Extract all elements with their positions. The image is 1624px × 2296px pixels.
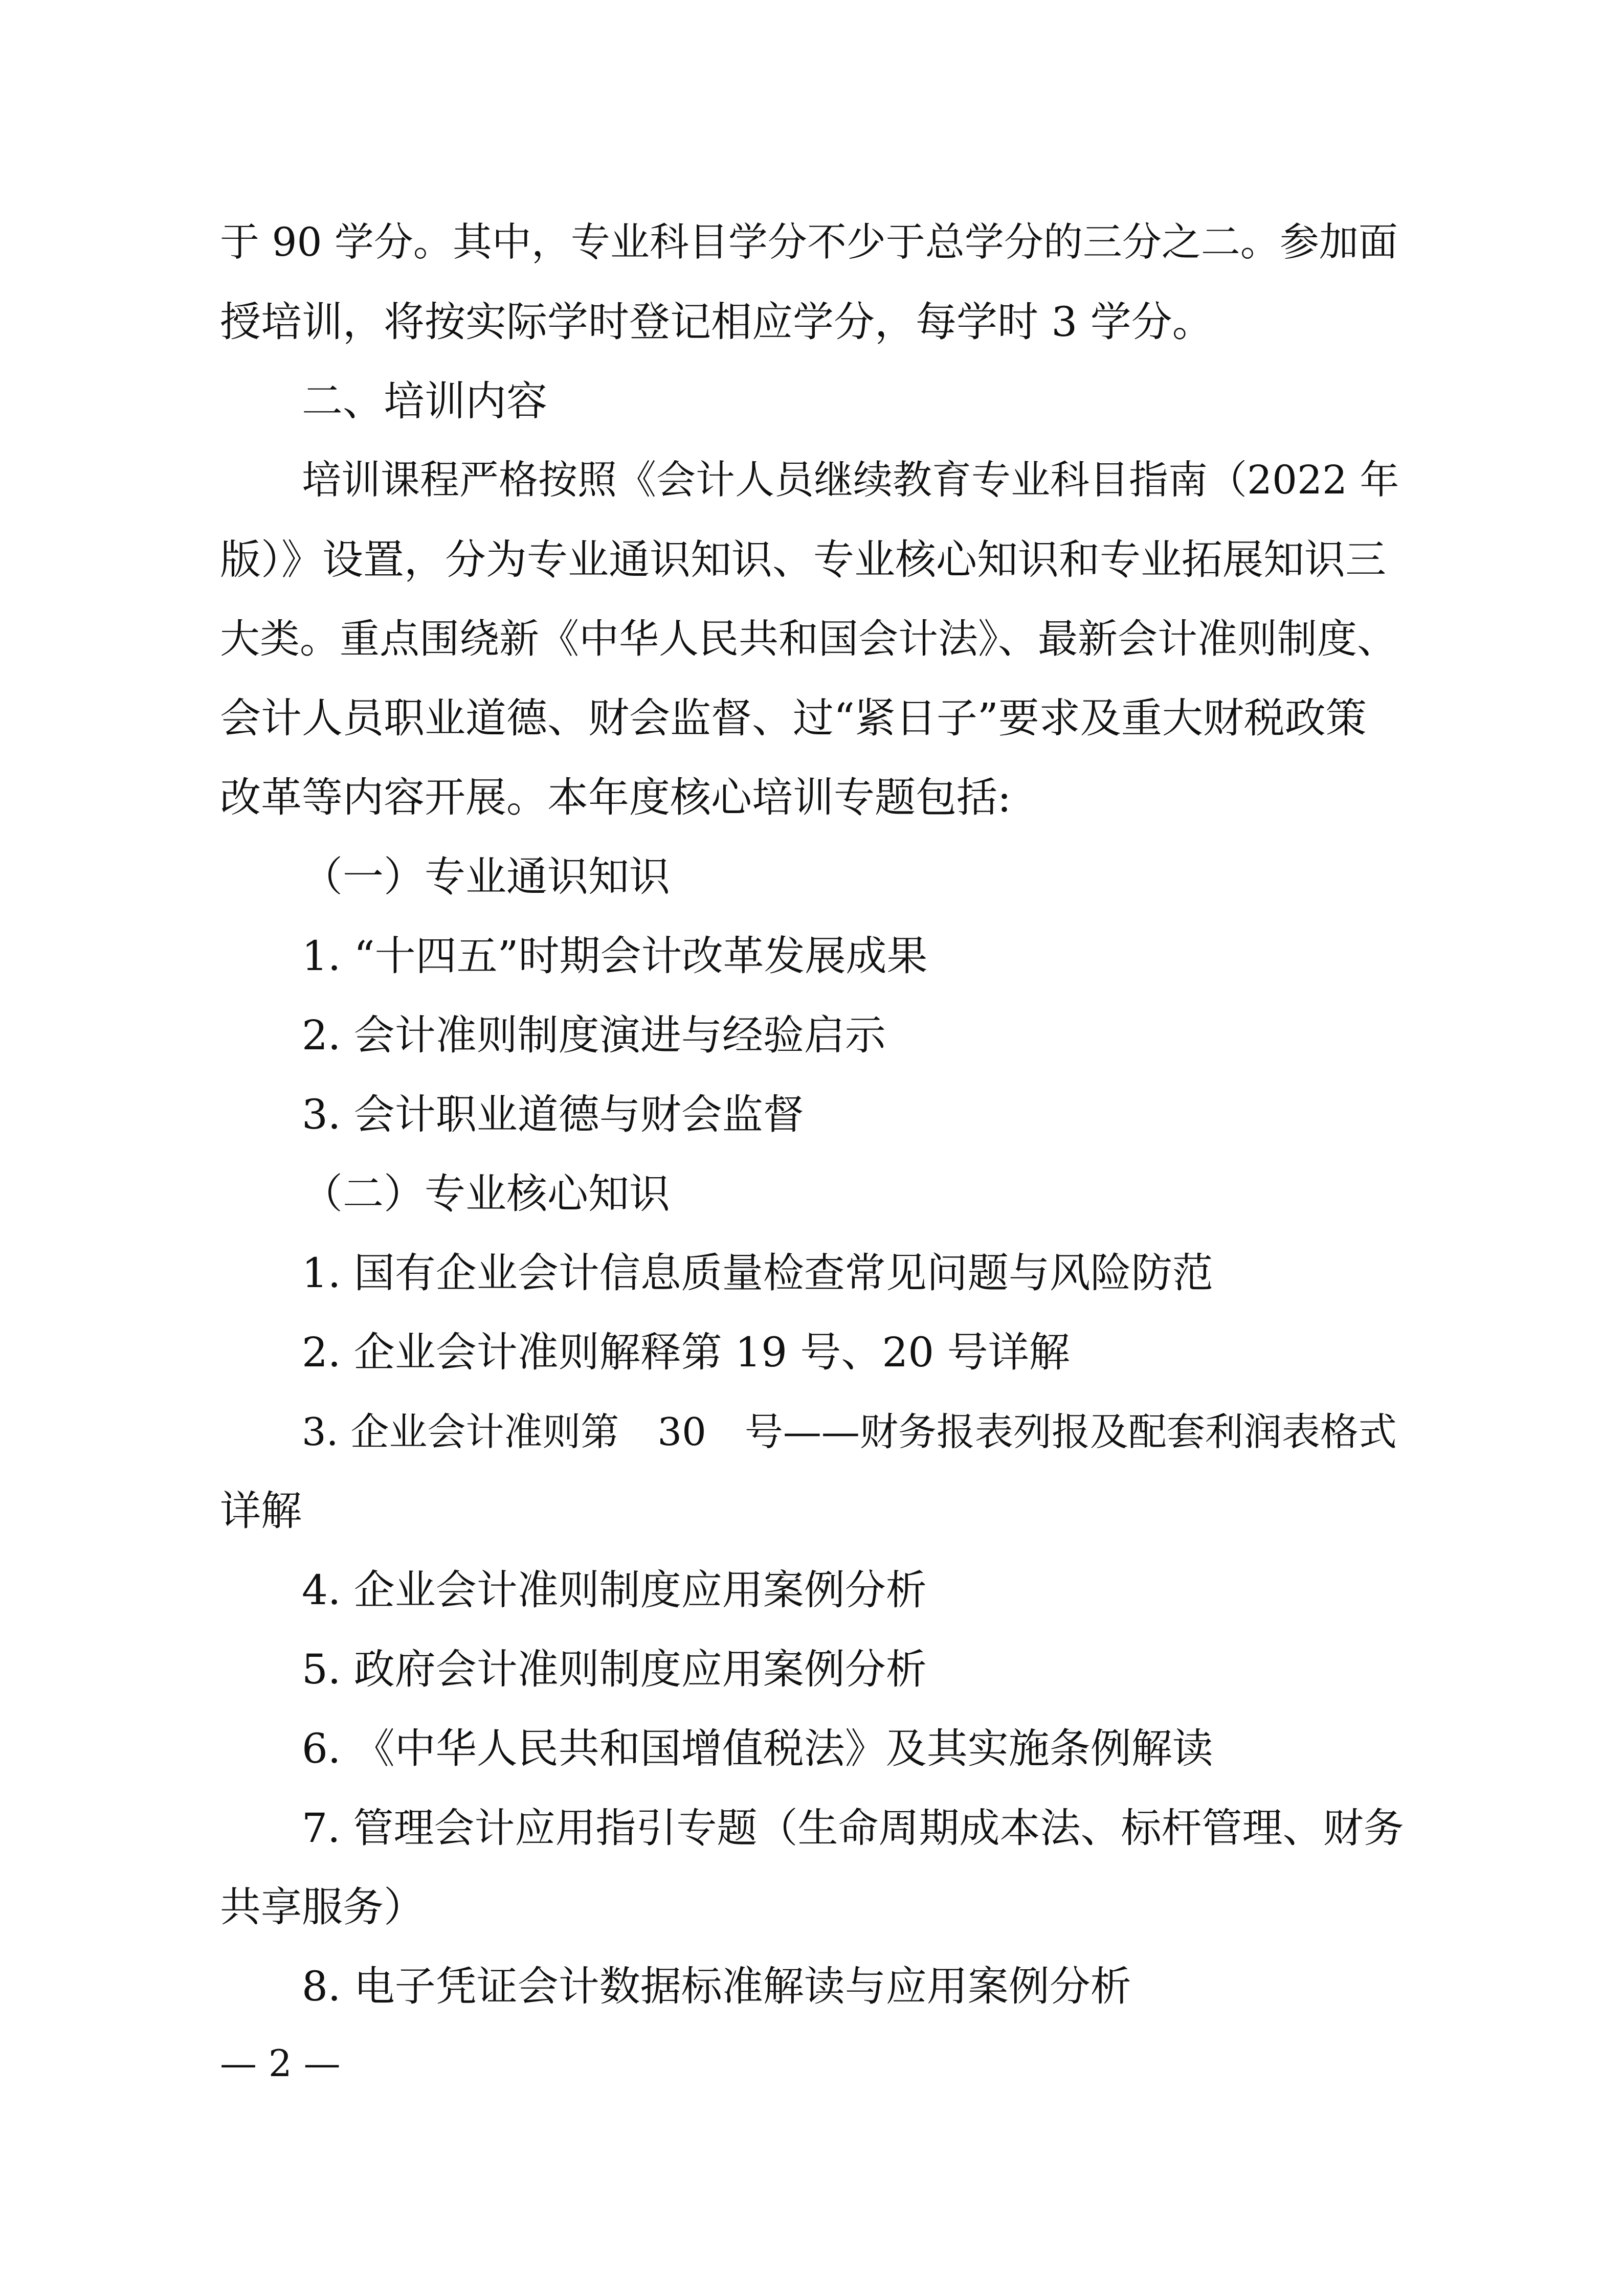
paragraph-1-line-1: 于 90 学分。其中，专业科目学分不少于总学分的三分之二。参加面	[220, 220, 1398, 265]
subsection-1-item-1: 1. “十四五”时期会计改革发展成果	[302, 932, 928, 980]
subsection-2-item-6: 6. 《中华人民共和国增值税法》及其实施条例解读	[302, 1725, 1213, 1772]
paragraph-1-line-2: 授培训，将按实际学时登记相应学分，每学时 3 学分。	[220, 298, 1213, 346]
subsection-2-item-3-line-2: 详解	[220, 1487, 302, 1535]
subsection-2-heading: （二）专业核心知识	[302, 1170, 670, 1218]
subsection-2-item-2: 2. 企业会计准则解释第 19 号、20 号详解	[302, 1329, 1070, 1376]
subsection-2-item-7-line-2: 共享服务）	[220, 1883, 425, 1931]
page-number: — 2 —	[220, 2042, 341, 2085]
subsection-1-heading: （一）专业通识知识	[302, 853, 670, 901]
subsection-2-item-4: 4. 企业会计准则制度应用案例分析	[302, 1566, 927, 1614]
paragraph-2-line-2: 版）》设置，分为专业通识知识、专业核心知识和专业拓展知识三	[220, 536, 1386, 583]
section-2-heading: 二、培训内容	[302, 377, 547, 425]
subsection-2-item-7-line-1: 7. 管理会计应用指引专题（生命周期成本法、标杆管理、财务	[302, 1805, 1404, 1852]
paragraph-2-line-4: 会计人员职业道德、财会监督、过“紧日子”要求及重大财税政策	[220, 694, 1367, 742]
paragraph-2-line-1: 培训课程严格按照《会计人员继续教育专业科目指南（2022 年	[302, 458, 1399, 503]
subsection-2-item-8: 8. 电子凭证会计数据标准解读与应用案例分析	[302, 1963, 1131, 2010]
subsection-2-item-3-line-1: 3. 企业会计准则第 30 号——财务报表列报及配套利润表格式	[302, 1409, 1397, 1454]
paragraph-2-line-3: 大类。重点围绕新《中华人民共和国会计法》、最新会计准则制度、	[220, 616, 1397, 662]
paragraph-2-line-5: 改革等内容开展。本年度核心培训专题包括:	[220, 774, 1011, 821]
subsection-1-item-2: 2. 会计准则制度演进与经验启示	[302, 1011, 886, 1059]
subsection-2-item-5: 5. 政府会计准则制度应用案例分析	[302, 1646, 927, 1693]
subsection-1-item-3: 3. 会计职业道德与财会监督	[302, 1091, 804, 1138]
subsection-2-item-1: 1. 国有企业会计信息质量检查常见问题与风险防范	[302, 1249, 1213, 1297]
